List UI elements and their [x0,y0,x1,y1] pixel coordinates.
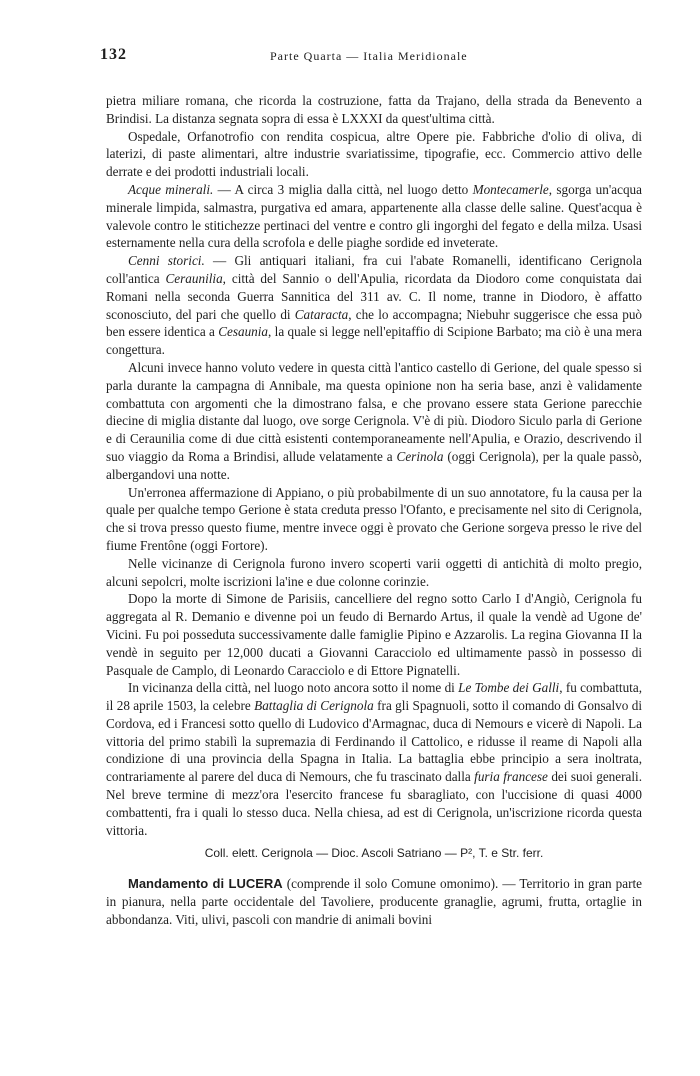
paragraph-text: Ospedale, Orfanotrofio con rendita cospicua, altre Opere pie. Fabbriche d'olio di oliva, di laterizi, di paste alimentari, altre industrie svariatissime, tipografie, ecc. Commercio attivo delle derrate e dei prodotti industriali locali. [106,128,642,180]
mandamento-heading: Mandamento di LUCERA [128,876,283,892]
paragraph-text: Un'erronea affermazione di Appiano, o più probabilmente di un suo annotatore, fu la causa per la quale per qualche tempo Gerione è stata creduta presso l'Ofanto, e precisamente nel sito di Cerignola, che si trova presso questo fiume, mentre invece oggi è provato che Gerione sorgeva presso le rive del fiume Frentône (oggi Fortore). [106,484,642,553]
paragraph-institutions [106,128,642,181]
paragraph-feudal-history [106,590,642,679]
paragraph-text: pietra miliare romana, che ricorda la costruzione, fatta da Trajano, della strada da Benevento a Brindisi. La distanza segnata sopra di essa è LXXXI da quest'ultima città. [106,93,642,126]
page-number: 132 [100,46,127,63]
paragraph-text: , città del Sannio o dell'Apulia, ricordata da Diodoro come conquistata dai Romani nella seconda Guerra Sannitica del 311 av. C. Il nome, tranne in Diodoro, è affatto sconosciuto, del pari che quello di [106,270,642,322]
paragraph-mineral-waters [106,181,642,252]
battle-name: Battaglia di Cerignola [254,698,374,714]
body-text [106,92,642,929]
paragraph-text: , fu combattuta, il 28 aprile 1503, la celebre [106,680,642,714]
running-title: Parte Quarta — Italia Meridionale [270,49,468,63]
paragraph-text: dei suoi generali. Nel breve termine di mezz'ora l'esercito francese fu sbaragliato, con l'uccisione di quasi 4000 combattenti, fra i quali lo stesso duca. Nella chiesa, ad est di Cerignola, un'iscrizione ricorda questa vittoria. [106,769,643,838]
paragraph-appiano [106,484,642,555]
paragraph-battle [106,679,642,839]
place-name: Le Tombe dei Galli [458,680,560,696]
section-title: Acque minerali. [128,181,214,197]
place-name: Cerinola [396,448,444,464]
paragraph-text: — Gli antiquari italiani, fra cui l'abate Romanelli, identificano Cerignola coll'antica [106,253,642,286]
paragraph-history [106,252,642,359]
collegio-line: Coll. elett. Cerignola — Dioc. Ascoli Satriano — P², T. e Str. ferr. [204,846,544,861]
paragraph-text: In vicinanza della città, nel luogo noto ancora sotto il nome di [128,680,459,696]
paragraph-text: — A circa 3 miglia dalla città, nel luogo detto [213,181,473,197]
paragraph-text: , la quale si legge nell'epitaffio di Scipione Barbato; ma ciò è una mera congettura. [106,324,642,358]
paragraph-mandamento [106,875,642,928]
page-header [100,46,640,66]
section-title: Cenni storici. [128,253,205,269]
place-name: Montecamerle [472,181,549,197]
paragraph-text: , sgorga un'acqua minerale limpida, salmastra, purgativa ed amara, appartenente alla classe delle saline. Quest'acqua è valevole contro le stitichezze pertinaci del ventre e contro gli ingorghi del fegato e della milza. Usasi esternamente nella cura della scrofola e delle piaghe sordide ed inveterate. [106,181,642,251]
place-name: Ceraunilia [165,270,223,286]
paragraph-text: (comprende il solo Comune omonimo). — Territorio in gran parte in pianura, nella parte occidentale del Tavoliere, producente granaglie, agrumi, frutta, ortaglie in abbondanza. Viti, ulivi, pascoli con mandrie di animali bovini [106,876,642,927]
place-name: Cataracta [294,306,349,322]
paragraph-text: , che lo accompagna; Niebuhr suggerisce che essa può ben essere identica a [106,306,643,340]
paragraph-text: Dopo la morte di Simone de Parisiis, cancelliere del regno sotto Carlo I d'Angiò, Cerignola fu aggregata al R. Demanio e divenne poi un feudo di Bernardo Artus, il quale la vendè ad Ugone de' Vicini. Fu poi posseduta successivamente dalle famiglie Pipino e Azzarolis. La regina Giovanna II la vendè in seguito per 12,000 ducati a Giovanni Caracciolo ed ultimamente passò in possesso di Pasquale de Camplo, di Leonardo Caracciolo e di Ettore Pignatelli. [106,591,642,678]
paragraph-text: Nelle vicinanze di Cerignola furono invero scoperti varii oggetti di antichità di molto pregio, alcuni sepolcri, molte iscrizioni la'ine e due colonne corinzie. [106,555,642,589]
paragraph-text: (oggi Cerignola), per la quale passò, albergandovi una notte. [106,448,642,482]
paragraph-text: fra gli Spagnuoli, sotto il comando di Gonsalvo di Cordova, ed i Francesi sotto quello di Ludovico d'Armagnac, duca di Nemours e vicerè di Napoli. La vittoria del primo stabilì la supremazia di Ferdinando il Cattolico, e ridusse il reame di Napoli alla condizione di una provincia della Spagna in Italia. La battaglia ebbe principio a sera inoltrata, contrariamente al parere del duca di Nemours, che fu trascinato dalla [106,698,643,785]
paragraph-continuation [106,92,642,128]
italic-phrase: furia francese [474,769,548,785]
paragraph-antiquities [106,555,642,591]
paragraph-gerione [106,359,642,484]
place-name: Cesaunia [218,324,269,340]
paragraph-text: Alcuni invece hanno voluto vedere in questa città l'antico castello di Gerione, del quale spesso si parla durante la campagna di Annibale, ma questa opinione non ha seria base, anzi è validamente combattuta con argomenti che la dimostrano falsa, e che provano essere stata Gerione parecchie diecine di miglia distante dal luogo, ove sorge Cerignola. V'è di più. Diodoro Siculo parla di Gerione e di Ceraunilia come di due città esistenti contemporaneamente nell'Apulia, e Orazio, descrivendo il suo viaggio da Roma a Brindisi, allude velatamente a [106,359,642,464]
